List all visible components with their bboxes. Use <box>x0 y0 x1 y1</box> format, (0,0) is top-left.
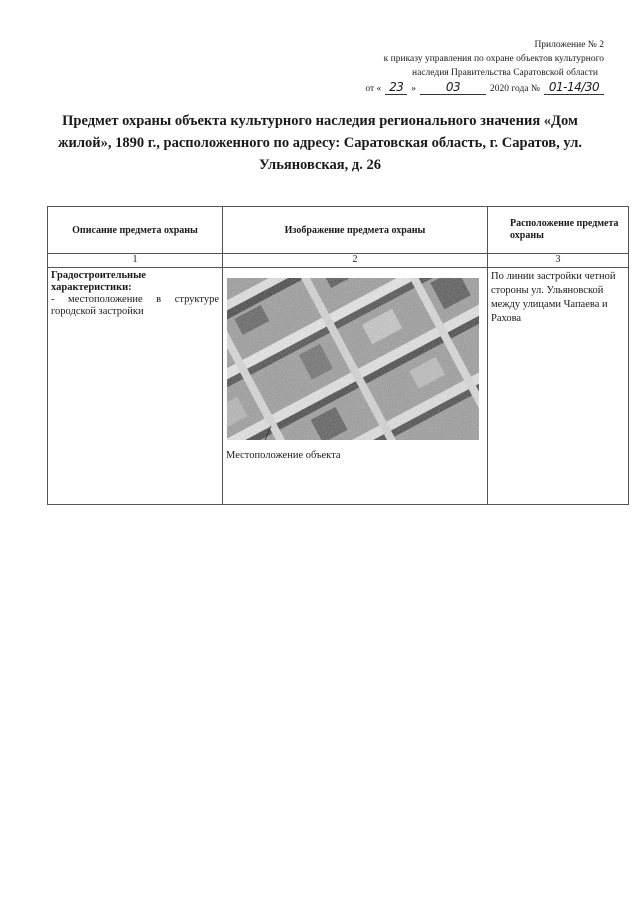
column-number-3: 3 <box>488 254 629 268</box>
location-text: По линии застройки четной стороны ул. Ульяновской между улицами Чапаева и Рахова <box>491 271 616 324</box>
table-number-row <box>48 254 629 268</box>
appendix-line-3: наследия Правительства Саратовской области <box>412 68 598 78</box>
description-text: - местоположение в структуре городской застройки <box>51 294 219 317</box>
date-mid: » <box>411 84 416 94</box>
date-prefix: от « <box>365 84 382 94</box>
image-cell <box>223 268 488 505</box>
appendix-block <box>304 38 604 96</box>
appendix-date-line <box>304 80 604 96</box>
description-title: Градостроительные характеристики: <box>51 270 146 293</box>
date-suffix: 2020 года № <box>489 84 540 94</box>
header-image: Изображение предмета охраны <box>223 207 488 254</box>
table-header-row <box>48 207 629 254</box>
date-day: 23 <box>385 80 407 95</box>
image-caption: Местоположение объекта <box>226 450 341 461</box>
location-cell <box>488 268 629 505</box>
header-location: Расположение предмета охраны <box>488 207 629 254</box>
aerial-photo <box>227 278 479 440</box>
table-row <box>48 268 629 505</box>
order-number: 01-14/30 <box>544 80 604 95</box>
protection-table <box>47 206 629 505</box>
appendix-line-1: Приложение № 2 <box>534 40 604 50</box>
date-month: 03 <box>420 80 486 95</box>
appendix-line-2: к приказу управления по охране объектов культурного <box>383 54 604 64</box>
header-description: Описание предмета охраны <box>48 207 223 254</box>
description-cell <box>48 268 223 505</box>
page-title: Предмет охраны объекта культурного наследия регионального значения «Дом жилой», 1890 г., расположенного по адресу: Саратовская область, г. Саратов, ул. Ульяновская, д. 26 <box>58 113 582 173</box>
column-number-1: 1 <box>48 254 223 268</box>
column-number-2: 2 <box>223 254 488 268</box>
